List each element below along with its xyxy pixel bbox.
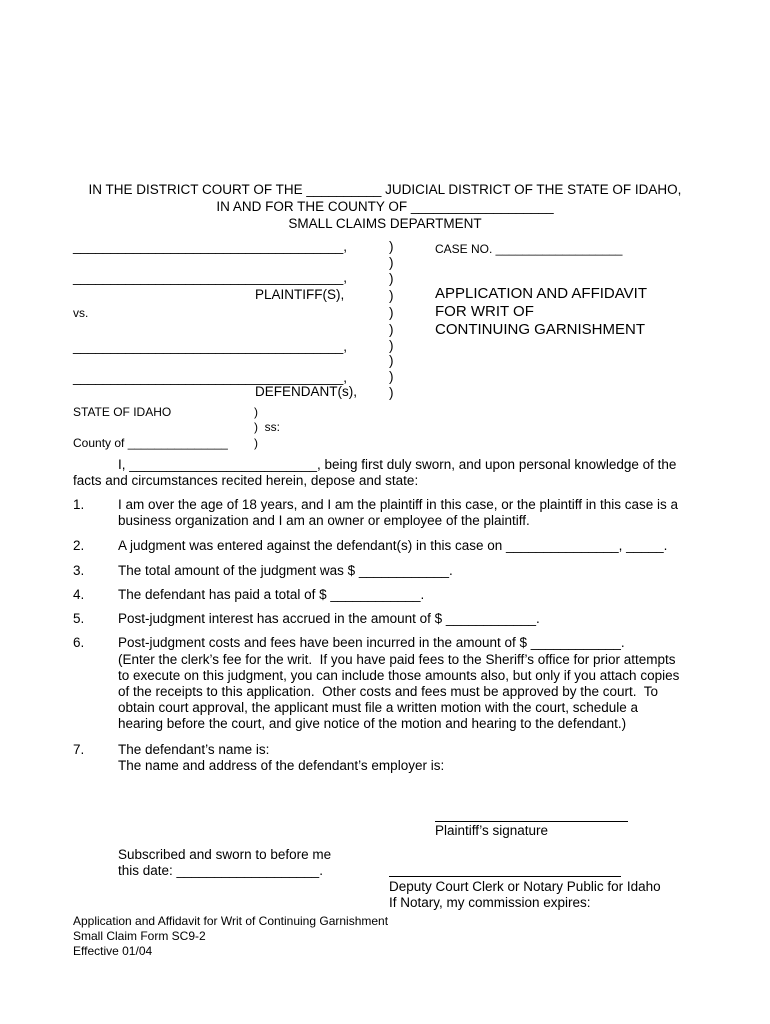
sworn-date-field[interactable]: this date: ___________________. [118, 863, 323, 878]
plaintiffs-label: PLAINTIFF(S), [255, 287, 345, 302]
court-header-line1: IN THE DISTRICT COURT OF THE __________ JUDICIAL DISTRICT OF THE STATE OF IDAHO, [88, 182, 682, 197]
item-text: The name and address of the defendant’s employer is: [118, 758, 445, 773]
court-header-line3: SMALL CLAIMS DEPARTMENT [288, 216, 482, 231]
item-text: of the receipts to this application. Other costs and fees must be approved by the court. To [118, 684, 659, 699]
vs-label: vs. [73, 306, 89, 320]
case-number-field[interactable]: CASE NO. ___________________ [435, 242, 623, 256]
footer-form-number: Small Claim Form SC9-2 [73, 929, 206, 943]
plaintiff-signature-line[interactable] [435, 821, 628, 822]
item-number: 3. [73, 563, 85, 578]
footer-form-name: Application and Affidavit for Writ of Continuing Garnishment [73, 914, 389, 928]
judgment-date-field[interactable]: A judgment was entered against the defendant(s) in this case on _______________, _____. [118, 538, 668, 553]
form-title-line2: FOR WRIT OF [435, 303, 534, 320]
notary-commission-label: If Notary, my commission expires: [389, 895, 591, 910]
item-text: hearing before the court, and give notice of the motion and hearing to the defendant.) [118, 716, 627, 731]
caption-paren: ) [389, 305, 394, 320]
item-number: 1. [73, 497, 85, 512]
form-title-line3: CONTINUING GARNISHMENT [435, 321, 645, 338]
item-number: 6. [73, 635, 85, 650]
clerk-signature-line[interactable] [389, 876, 621, 877]
amount-paid-field[interactable]: The defendant has paid a total of $ ____________. [118, 587, 425, 602]
interest-amount-field[interactable]: Post-judgment interest has accrued in the amount of $ ____________. [118, 611, 540, 626]
plaintiff-name-field-1[interactable]: ____________________________________, [73, 239, 348, 254]
venue-paren: ) [254, 405, 258, 419]
judgment-amount-field[interactable]: The total amount of the judgment was $ ____________. [118, 563, 453, 578]
item-text: I am over the age of 18 years, and I am the plaintiff in this case, or the plaintiff in this case is a [118, 497, 679, 512]
caption-paren: ) [389, 369, 394, 384]
intro-text: facts and circumstances recited herein, depose and state: [73, 473, 419, 488]
plaintiff-signature-label: Plaintiff’s signature [435, 823, 549, 838]
item-text: The defendant’s name is: [118, 742, 270, 757]
caption-paren: ) [389, 338, 394, 353]
clerk-signature-label: Deputy Court Clerk or Notary Public for Idaho [389, 879, 661, 894]
court-header-line2: IN AND FOR THE COUNTY OF ___________________ [216, 199, 554, 214]
venue-ss: ) ss: [254, 420, 280, 434]
caption-paren: ) [389, 271, 394, 286]
item-number: 2. [73, 538, 85, 553]
item-text: business organization and I am an owner or employee of the plaintiff. [118, 513, 530, 528]
defendant-name-field-1[interactable]: ____________________________________, [73, 339, 348, 354]
caption-paren: ) [389, 239, 394, 254]
venue-paren: ) [254, 436, 258, 450]
item-number: 7. [73, 742, 85, 757]
item-number: 5. [73, 611, 85, 626]
defendant-name-field-2[interactable]: ____________________________________, [73, 370, 348, 385]
costs-amount-field[interactable]: Post-judgment costs and fees have been incurred in the amount of $ ____________. [118, 635, 625, 650]
item-text: obtain court approval, the applicant must file a written motion with the court, schedule a [118, 700, 639, 715]
item-text: (Enter the clerk’s fee for the writ. If you have paid fees to the Sheriff’s office for prior attempts [118, 652, 676, 667]
item-number: 4. [73, 587, 85, 602]
item-text: to execute on this judgment, you can include those amounts also, but only if you attach copies [118, 668, 680, 683]
subscribed-text: Subscribed and sworn to before me [118, 847, 332, 862]
venue-state: STATE OF IDAHO [73, 405, 172, 419]
defendants-label: DEFENDANT(s), [255, 384, 357, 399]
affiant-name-field[interactable]: I, _________________________, being first duly sworn, and upon personal knowledge of the [118, 457, 677, 472]
plaintiff-name-field-2[interactable]: ____________________________________, [73, 270, 348, 285]
caption-paren: ) [389, 322, 394, 337]
venue-county-field[interactable]: County of _______________ [73, 436, 228, 450]
footer-effective-date: Effective 01/04 [73, 944, 153, 958]
caption-paren: ) [389, 353, 394, 368]
form-title-line1: APPLICATION AND AFFIDAVIT [435, 285, 647, 302]
caption-paren: ) [389, 288, 394, 303]
caption-paren: ) [389, 255, 394, 270]
caption-paren: ) [389, 385, 394, 400]
